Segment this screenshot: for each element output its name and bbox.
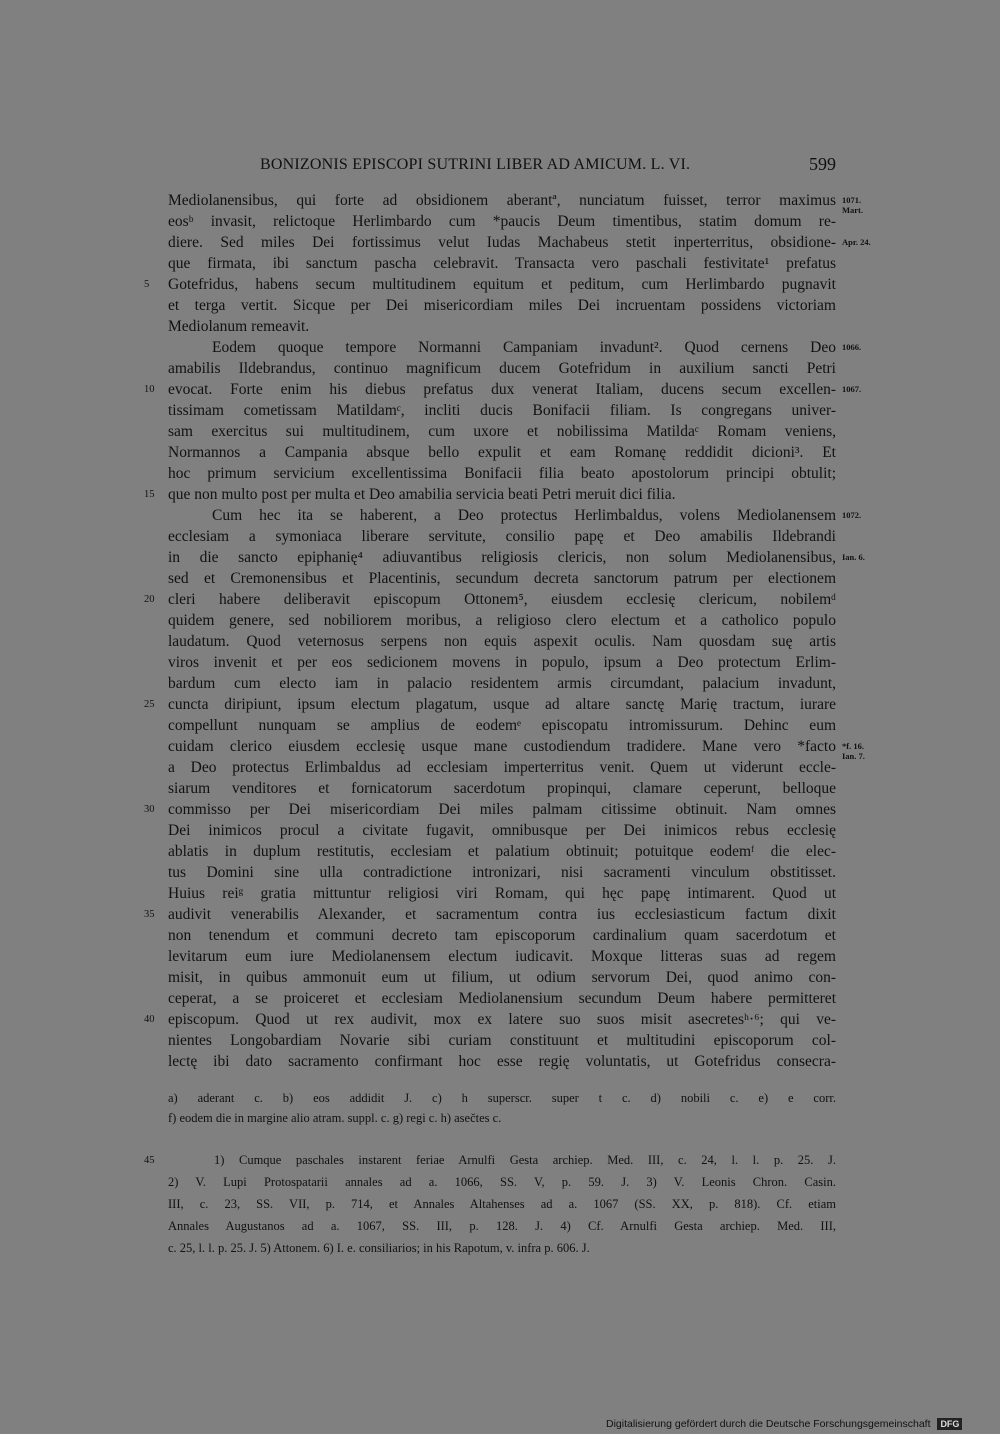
text-line: cleri habere deliberavit episcopum Ottonem⁵, eiusdem ecclesię clericum, nobilemᵈ	[168, 591, 836, 608]
dfg-logo: DFG	[937, 1418, 962, 1430]
line-number: 10	[144, 384, 155, 395]
text-line: levitarum eum iure Mediolanensem electum iudicavit. Moxque litteras suas ad regem	[168, 948, 836, 965]
margin-date: 1072.	[842, 510, 862, 520]
text-line: Gotefridus, habens secum multitudinem equitum et peditum, cum Herlimbardo pugnavit	[168, 276, 836, 293]
footnote-line: III, c. 23, SS. VII, p. 714, et Annales Altahenses ad a. 1067 (SS. XX, p. 818). Cf. etiam	[168, 1197, 836, 1211]
line-number: 45	[144, 1155, 155, 1166]
line-number: 35	[144, 909, 155, 920]
line-number: 30	[144, 804, 155, 815]
text-line: Cum hec ita se haberent, a Deo protectus Herlimbaldus, volens Mediolanensem	[212, 507, 836, 524]
text-line: eosᵇ invasit, relictoque Herlimbardo cum *paucis Deum timentibus, statim domum re-	[168, 213, 836, 230]
margin-date: 1067.	[842, 384, 862, 394]
running-title: BONIZONIS EPISCOPI SUTRINI LIBER AD AMICUM. L. VI.	[260, 156, 691, 173]
text-line: commisso per Dei misericordiam Dei miles palmam citissime obtinuit. Nam omnes	[168, 801, 836, 818]
text-line: in die sancto epiphanię⁴ adiuvantibus religiosis clericis, non solum Mediolanensibus,	[168, 549, 836, 566]
text-line: Mediolanum remeavit.	[168, 318, 310, 335]
text-line: hoc primum servicium excellentissima Bonifacii filia beato apostolorum principi obtulit;	[168, 465, 836, 482]
line-number: 20	[144, 594, 155, 605]
apparatus-line: f) eodem die in margine alio atram. suppl. c. g) regi c. h) asečtes c.	[168, 1111, 502, 1125]
margin-date: 1071. Mart.	[842, 195, 864, 215]
line-number: 40	[144, 1014, 155, 1025]
margin-date: *f. 16. Ian. 7.	[842, 741, 865, 761]
text-line: a Deo protectus Erlimbaldus ad ecclesiam imperterritus venit. Quem ut viderunt eccle-	[168, 759, 836, 776]
text-line: et terga vertit. Sicque per Dei misericordiam miles Dei incruentam possidens victoriam	[168, 297, 836, 314]
margin-date: 1066.	[842, 342, 862, 352]
text-line: Eodem quoque tempore Normanni Campaniam invadunt². Quod cernens Deo	[212, 339, 836, 356]
text-line: amabilis Ildebrandus, continuo magnificum ducem Gotefridum in auxilium sancti Petri	[168, 360, 836, 377]
text-line: quidem genere, sed nobiliorem moribus, a religioso clero electum et a catholico populo	[168, 612, 836, 629]
text-line: sed et Cremonensibus et Placentinis, secundum decreta sanctorum patrum per electionem	[168, 570, 836, 587]
text-line: Dei inimicos procul a civitate fugavit, omnibusque per Dei inimicos rebus ecclesię	[168, 822, 836, 839]
text-line: laudatum. Quod veternosus serpens non equis aspexit oculis. Nam quosdam suę artis	[168, 633, 836, 650]
margin-date: Apr. 24.	[842, 237, 871, 247]
text-line: siarum venditores et fornicatorum sacerdotum propinqui, clamare ceperunt, belloque	[168, 780, 836, 797]
text-line: evocat. Forte enim his diebus prefatus dux venerat Italiam, ducens secum excellen-	[168, 381, 836, 398]
text-line: cuncta diripiunt, ipsum electum plagatum, usque ad altare sanctę Marię tractum, iurare	[168, 696, 836, 713]
digitization-credit	[606, 1418, 998, 1432]
margin-date: Ian. 6.	[842, 552, 865, 562]
text-line: ablatis in duplum restitutis, ecclesiam et palatium obtinuit; potuitque eodemᶠ die elec-	[168, 843, 836, 860]
text-line: nientes Longobardiam Novarie sibi curiam constituunt et multitudini episcoporum col-	[168, 1032, 836, 1049]
text-line: diere. Sed miles Dei fortissimus velut Iudas Machabeus stetit inperterritus, obsidione-	[168, 234, 836, 251]
text-line: ceperat, a se proiceret et ecclesiam Mediolanensium secundum Deum habere permitteret	[168, 990, 836, 1007]
text-line: bardum cum electo iam in palacio residentem armis circumdant, palacium invadunt,	[168, 675, 836, 692]
text-line: que firmata, ibi sanctum pascha celebravit. Transacta vero paschali festivitate¹ prefatus	[168, 255, 836, 272]
text-line: tissimam cometissam Matildamᶜ, incliti ducis Bonifacii filiam. Is congregans univer-	[168, 402, 836, 419]
text-line: compellunt nunquam se amplius de eodemᵉ episcopatu intromissurum. Dehinc eum	[168, 717, 836, 734]
text-line: Huius reiᵍ gratia mittuntur religiosi viri Romam, qui hęc papę intimarent. Quod ut	[168, 885, 836, 902]
text-line: que non multo post per multa et Deo amabilia servicia beati Petri meruit dici filia.	[168, 486, 676, 503]
apparatus-line: a) aderant c. b) eos addidit J. c) h superscr. super t c. d) nobili c. e) e corr.	[168, 1091, 836, 1105]
footnote-line: 1) Cumque paschales instarent feriae Arnulfi Gesta archiep. Med. III, c. 24, l. l. p. 25. J.	[214, 1153, 836, 1167]
text-line: audivit venerabilis Alexander, et sacramentum contra ius ecclesiasticum factum dixit	[168, 906, 836, 923]
text-line: episcopum. Quod ut rex audivit, mox ex latere suo suos misit asecretesʰ·⁶; qui ve-	[168, 1011, 836, 1028]
text-line: tus Domini sine ulla contradictione intronizari, nisi sacramenti vinculum obstitisset.	[168, 864, 836, 881]
running-header	[168, 156, 836, 180]
text-line: cuidam clerico eiusdem ecclesię usque mane custodiendum tradidere. Mane vero *facto	[168, 738, 836, 755]
footnote-line: c. 25, l. l. p. 25. J. 5) Attonem. 6) I. e. consiliarios; in his Rapotum, v. infra p. 606. J.	[168, 1241, 590, 1255]
page-number: 599	[809, 154, 836, 174]
credit-text: Digitalisierung gefördert durch die Deutsche Forschungsgemeinschaft	[606, 1418, 931, 1430]
line-number: 15	[144, 489, 155, 500]
text-line: Mediolanensibus, qui forte ad obsidionem aberantª, nunciatum fuisset, terror maximus	[168, 192, 836, 209]
footnote-line: 2) V. Lupi Protospatarii annales ad a. 1066, SS. V, p. 59. J. 3) V. Leonis Chron. Casin.	[168, 1175, 836, 1189]
line-number: 5	[144, 279, 150, 290]
text-line: sam exercitus sui multitudinem, cum uxore et nobilissima Matildaᶜ Romam veniens,	[168, 423, 836, 440]
text-line: ecclesiam a symoniaca liberare servitute, consilio papę et Deo amabilis Ildebrandi	[168, 528, 836, 545]
text-line: misit, in quibus ammonuit eum ut filium, ut odium servorum Dei, quod animo con-	[168, 969, 836, 986]
text-line: non tenendum et communi decreto tam episcoporum cardinalium quam sacerdotum et	[168, 927, 836, 944]
text-line: viros invenit et per eos sedicionem movens in populo, ipsum a Deo protectum Erlim-	[168, 654, 836, 671]
text-line: Normannos a Campania absque bello expulit et eam Romanę reddidit dicioni³. Et	[168, 444, 836, 461]
text-line: lectę ibi dato sacramento confirmant hoc esse regię voluntatis, ut Gotefridus consecra-	[168, 1053, 836, 1070]
line-number: 25	[144, 699, 155, 710]
footnote-line: Annales Augustanos ad a. 1067, SS. III, p. 128. J. 4) Cf. Arnulfi Gesta archiep. Med. III,	[168, 1219, 836, 1233]
